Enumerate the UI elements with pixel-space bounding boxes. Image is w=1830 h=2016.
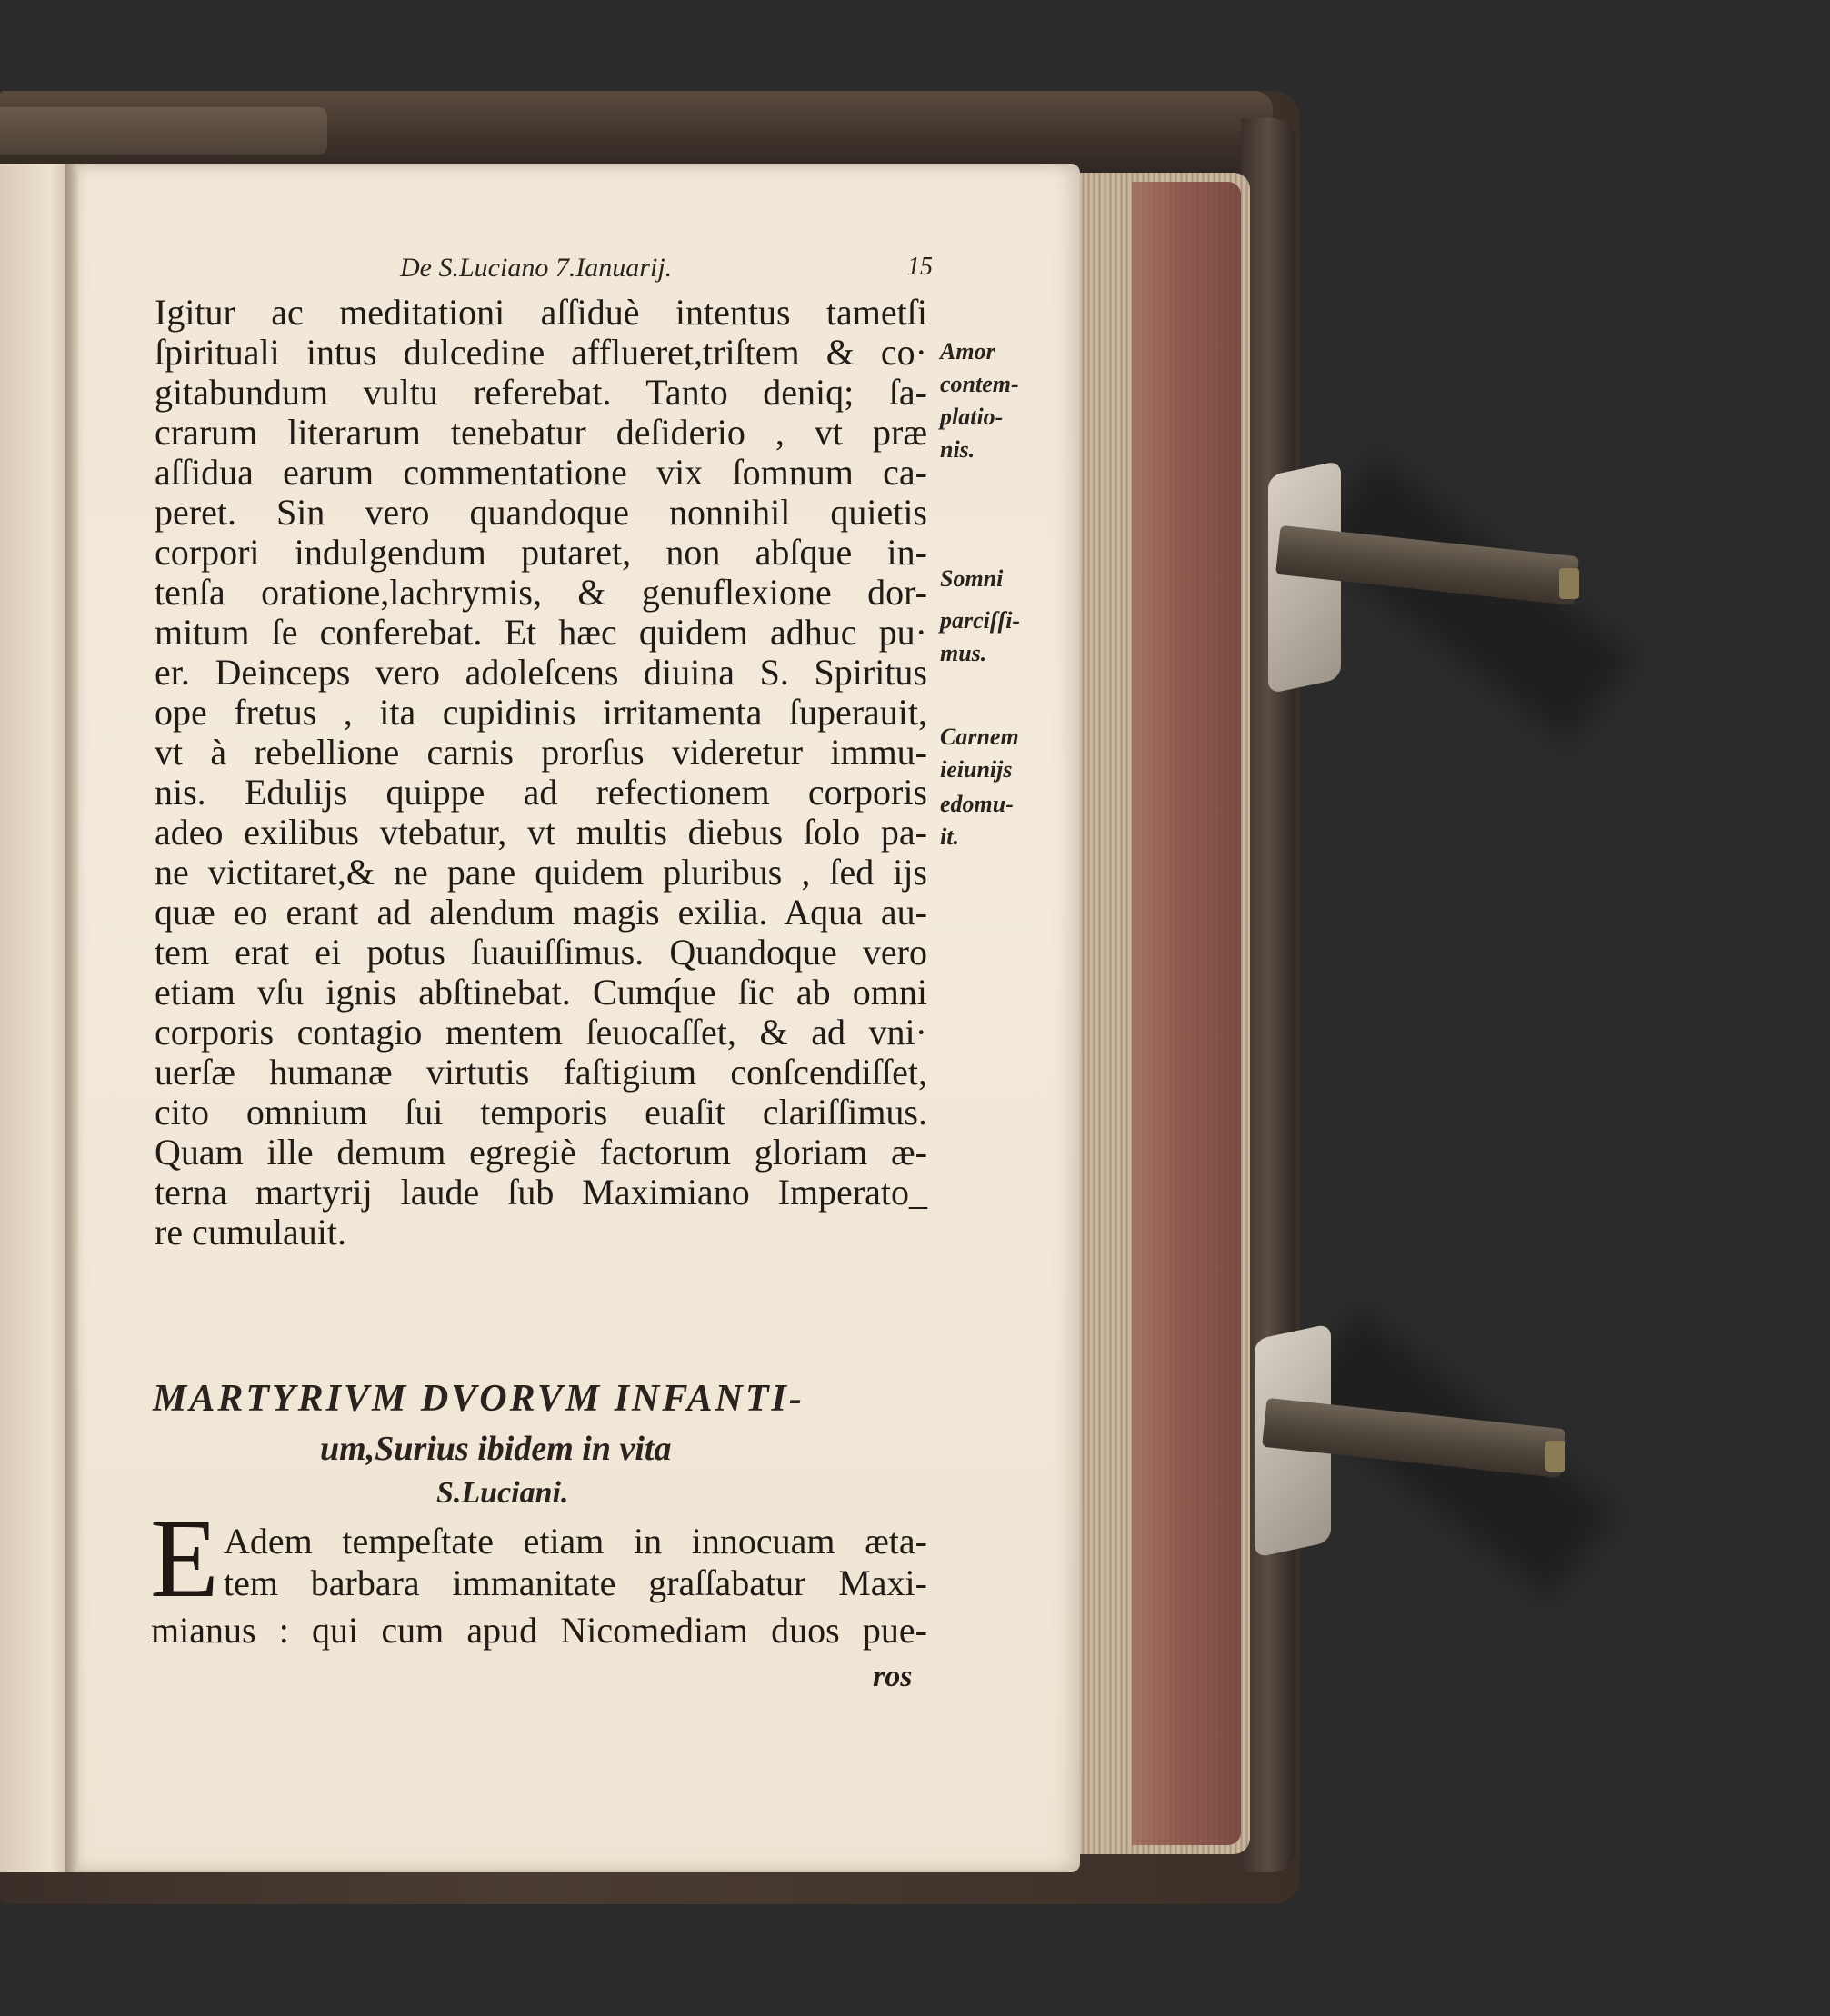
section-line: tem barbara immanitate graſſabatur Maxi- bbox=[224, 1562, 927, 1603]
text-line: aſſidua earum commentatione vix ſomnum ca- bbox=[155, 452, 927, 493]
clasp-shadow-top bbox=[1310, 456, 1635, 744]
text-line: Quam ille demum egregiè factorum gloriam æ- bbox=[155, 1132, 927, 1173]
text-line: Igitur ac meditationi aſſiduè intentus tametſi bbox=[155, 292, 927, 333]
running-title: De S.Luciano 7.Ianuarij. bbox=[400, 253, 673, 283]
section-line: Adem tempeſtate etiam in innocuam æta- bbox=[224, 1521, 927, 1562]
text-line: corpori indulgendum putaret, non abſque in- bbox=[155, 532, 927, 573]
page-gutter bbox=[65, 164, 78, 1872]
section-title-line3: S.Luciani. bbox=[436, 1476, 569, 1510]
text-line: uerſæ humanæ virtutis faſtigium conſcendiſſet, bbox=[155, 1052, 927, 1093]
text-line: terna martyrij laude ſub Maximiano Imperato_ bbox=[155, 1172, 927, 1213]
text-line: cito omnium ſui temporis euaſit clariſſimus. bbox=[155, 1092, 927, 1133]
text-line: tem erat ei potus ſuauiſſimus. Quandoque vero bbox=[155, 932, 927, 973]
text-line: corporis contagio mentem ſeuocaſſet, & ad vni· bbox=[155, 1012, 927, 1053]
catchword: ros bbox=[873, 1660, 913, 1693]
text-line: adeo exilibus vtebatur, vt multis diebus ſolo pa- bbox=[155, 812, 927, 853]
text-line: ope fretus , ita cupidinis irritamenta ſuperauit, bbox=[155, 692, 927, 733]
text-line: quæ eo erant ad alendum magis exilia. Aqua au- bbox=[155, 892, 927, 933]
text-line: mitum ſe conferebat. Et hæc quidem adhuc pu· bbox=[155, 612, 927, 653]
left-page-strip bbox=[0, 164, 73, 1872]
text-line: ne victitaret,& ne pane quidem pluribus , ſed ijs bbox=[155, 852, 927, 893]
red-page-edge bbox=[1132, 182, 1241, 1845]
text-line: nis. Edulijs quippe ad refectionem corporis bbox=[155, 772, 927, 813]
section-line: mianus : qui cum apud Nicomediam duos pue- bbox=[151, 1610, 927, 1651]
section-title-line1: MARTYRIVM DVORVM INFANTI- bbox=[153, 1378, 805, 1420]
text-line: crarum literarum tenebatur deſiderio , vt præ bbox=[155, 412, 927, 453]
text-line: ſpirituali intus dulcedine afflueret,triſtem & co· bbox=[155, 332, 927, 373]
section-title-line2: um,Surius ibidem in vita bbox=[320, 1430, 672, 1468]
text-line: tenſa oratione,lachrymis, & genuflexione dor- bbox=[155, 572, 927, 613]
folio-number: 15 bbox=[907, 253, 933, 281]
text-line: peret. Sin vero quandoque nonnihil quietis bbox=[155, 492, 927, 533]
text-line: re cumulauit. bbox=[155, 1212, 347, 1253]
text-line: etiam vſu ignis abſtinebat. Cumq́ue ſic ab omni bbox=[155, 972, 927, 1013]
text-line: er. Deinceps vero adoleſcens diuina S. Spiritus bbox=[155, 652, 927, 693]
spine-band bbox=[0, 107, 327, 155]
text-line: vt à rebellione carnis prorſus videretur immu- bbox=[155, 732, 927, 773]
drop-cap: E bbox=[150, 1496, 219, 1621]
text-line: gitabundum vultu referebat. Tanto deniq; ſa- bbox=[155, 372, 927, 413]
